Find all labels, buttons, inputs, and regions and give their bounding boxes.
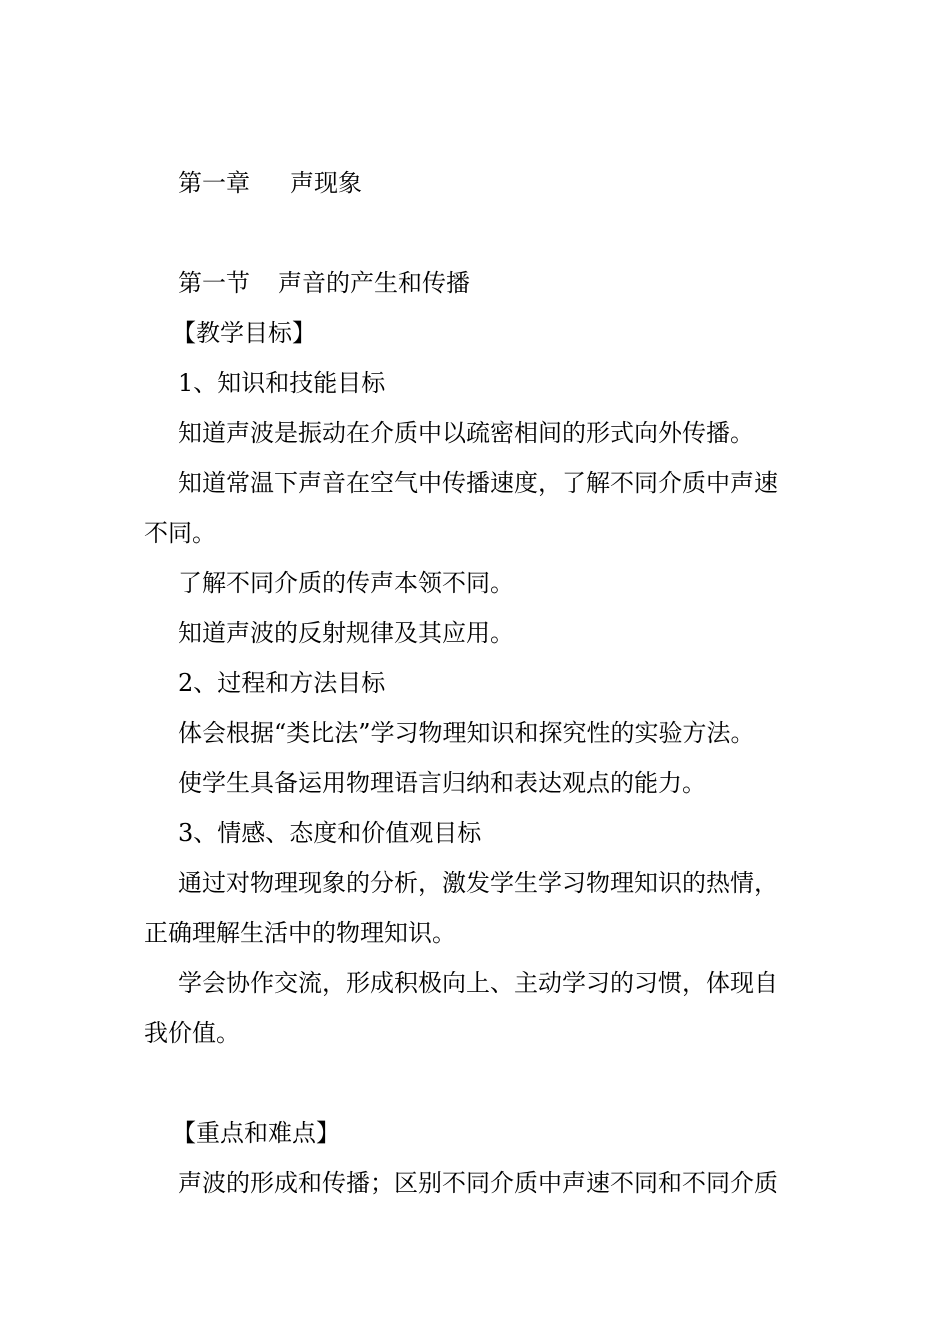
- emotion-goal-item: 学会协作交流，形成积极向上、主动学习的习惯，体现自: [178, 969, 778, 997]
- knowledge-goal-item: 知道声波是振动在介质中以疏密相间的形式向外传播。: [178, 419, 754, 447]
- chapter-title: 声现象: [290, 169, 362, 197]
- section-number: 第一节: [178, 269, 250, 297]
- process-goals-heading: 2、过程和方法目标: [178, 669, 386, 697]
- chapter-number: 第一章: [178, 169, 250, 197]
- chapter-heading: [178, 168, 858, 198]
- emotion-goals-heading: 3、情感、态度和价值观目标: [178, 819, 482, 847]
- knowledge-goal-item: 知道常温下声音在空气中传播速度，了解不同介质中声速: [178, 469, 778, 497]
- key-point-item: 声波的形成和传播；区别不同介质中声速不同和不同介质: [178, 1169, 778, 1197]
- knowledge-goal-item: 知道声波的反射规律及其应用。: [178, 619, 514, 647]
- section-title: 声音的产生和传播: [278, 269, 470, 297]
- process-goal-item: 体会根据“类比法”学习物理知识和探究性的实验方法。: [178, 719, 755, 747]
- knowledge-goals-heading: 1、知识和技能目标: [178, 369, 386, 397]
- knowledge-goal-item: 了解不同介质的传声本领不同。: [178, 569, 514, 597]
- key-points-heading: 【重点和难点】: [172, 1119, 340, 1147]
- emotion-goal-item-continued: 正确理解生活中的物理知识。: [144, 919, 456, 947]
- knowledge-goal-item-continued: 不同。: [144, 519, 216, 547]
- emotion-goal-item: 通过对物理现象的分析，激发学生学习物理知识的热情，: [178, 869, 778, 897]
- section-heading: [178, 268, 858, 298]
- process-goal-item: 使学生具备运用物理语言归纳和表达观点的能力。: [178, 769, 706, 797]
- teaching-goals-heading: 【教学目标】: [172, 319, 316, 347]
- emotion-goal-item-continued: 我价值。: [144, 1019, 240, 1047]
